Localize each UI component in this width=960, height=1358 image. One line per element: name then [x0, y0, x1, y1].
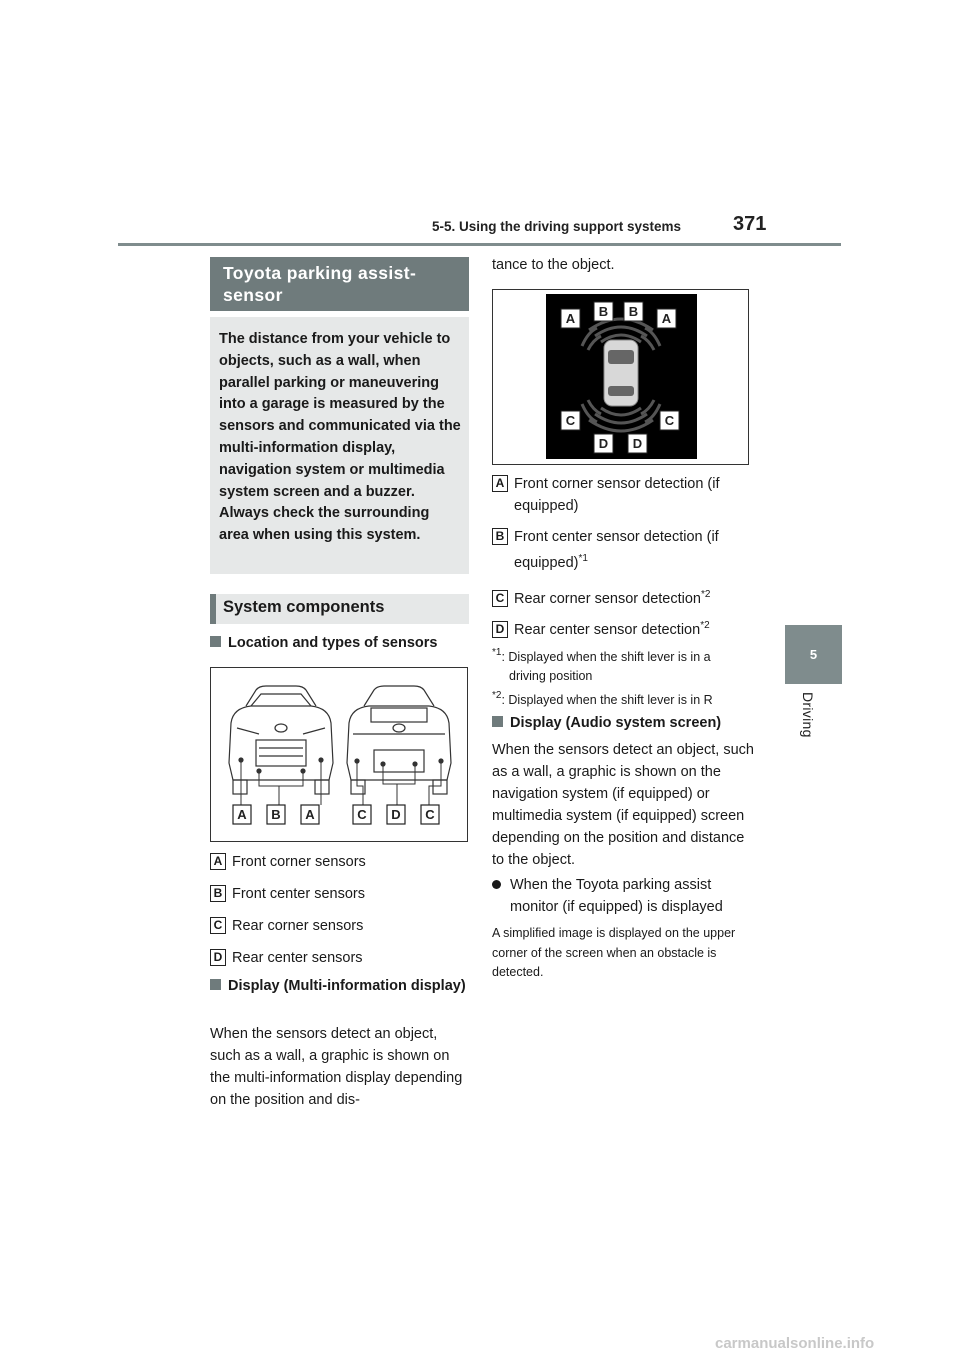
rear-vehicle-drawing: [347, 686, 451, 794]
legend-letter: D: [210, 949, 226, 966]
bullet-text: When the Toyota parking assist monitor (if equipped) is displayed: [510, 877, 723, 915]
fig2-label-a-left: A: [565, 311, 576, 326]
intro-text: The distance from your vehicle to objects, such as a wall, when parallel parking or maneuvering into a garage is measured by the sensors and communicated via the multi-information display, navigation system or multimedia system screen and a buzzer. Always check the surrounding area when using this system.: [219, 331, 461, 544]
legend-text: Rear center sensors: [232, 950, 363, 966]
legend-text: Rear corner sensor detection: [514, 591, 701, 607]
multi-info-heading: [210, 975, 468, 997]
footnote-mark: *2: [701, 589, 711, 600]
legend-text: Front corner sensor detection (if: [514, 476, 720, 492]
fig2-label-c-left: C: [565, 413, 576, 428]
legend-item-a: [210, 852, 366, 872]
figure1-label-boxes: [233, 805, 439, 824]
detection-legend-b: [492, 526, 719, 574]
monitor-bullet: [492, 874, 754, 918]
fig1-label-d: D: [391, 807, 401, 822]
fig1-label-a-right: A: [305, 807, 315, 822]
legend-letter: B: [492, 528, 508, 545]
chapter-label: Driving: [800, 692, 816, 738]
intro-box: [210, 317, 469, 574]
bullet-note: A simplified image is displayed on the upper corner of the screen when an obstacle is detected.: [492, 926, 736, 979]
legend-item-b: [210, 884, 365, 904]
legend-text-cont: equipped): [514, 498, 579, 514]
footnote-mark: *1: [578, 553, 588, 564]
bullet-dot-icon: [492, 880, 501, 889]
section-title: [210, 257, 469, 311]
legend-item-c: [210, 916, 363, 936]
legend-letter: D: [492, 621, 508, 638]
legend-letter: A: [210, 853, 226, 870]
location-heading-text: Location and types of sensors: [228, 635, 438, 651]
fig2-label-d-left: D: [598, 436, 609, 451]
legend-text: Rear center sensor detection: [514, 622, 701, 638]
fig1-label-c-right: C: [425, 807, 435, 822]
audio-heading: [492, 712, 721, 734]
legend-letter: B: [210, 885, 226, 902]
fig2-label-a-right: A: [661, 311, 672, 326]
footnote-2: [492, 686, 752, 710]
fig2-label-b-left: B: [598, 304, 609, 319]
detection-legend-a: [492, 473, 720, 517]
header-rule: [118, 243, 841, 246]
components-heading: [210, 594, 469, 624]
fig1-label-c-left: C: [357, 807, 367, 822]
fig2-label-d-right: D: [632, 436, 643, 451]
legend-letter: C: [492, 590, 508, 607]
multi-info-text: When the sensors detect an object, such as a wall, a graphic is shown on the multi-information display depending on the position and dis-: [210, 1026, 463, 1108]
front-leader-lines: [241, 760, 321, 805]
audio-heading-text: Display (Audio system screen): [510, 715, 722, 731]
section-title-text: Toyota parking assist-sensor: [223, 263, 417, 305]
front-vehicle-drawing: [229, 686, 333, 794]
legend-item-d: [210, 948, 363, 968]
footnote-mark: *1: [492, 647, 502, 658]
continuation-text: tance to the object.: [492, 257, 615, 273]
display-figure: [492, 289, 749, 465]
legend-text: Front center sensors: [232, 886, 365, 902]
components-heading-text: System components: [223, 598, 385, 616]
legend-text: Front corner sensors: [232, 854, 366, 870]
section-header: 5-5. Using the driving support systems: [432, 219, 682, 234]
watermark: carmanualsonline.info: [715, 1335, 875, 1352]
square-bullet-icon: [210, 979, 221, 990]
multi-info-display-illustration: [493, 290, 748, 464]
fig1-label-a-left: A: [237, 807, 247, 822]
square-bullet-icon: [492, 716, 503, 727]
square-bullet-icon: [210, 636, 221, 647]
location-heading: [210, 632, 438, 654]
footnote-mark: *2: [492, 690, 502, 701]
detection-legend-d: [492, 615, 710, 641]
audio-text: When the sensors detect an object, such as a wall, a graphic is shown on the navigation system (if equipped) or multimedia system (if equipped) screen depending on the position and distance to the object.: [492, 742, 754, 868]
footnote-1: [492, 643, 752, 686]
footnote-text: : Displayed when the shift lever is in a: [501, 650, 711, 664]
legend-text: Front center sensor detection (if: [514, 529, 719, 545]
sensor-location-figure: [210, 667, 468, 842]
vehicle-illustration: [211, 668, 467, 841]
footnote-text: : Displayed when the shift lever is in R: [501, 693, 713, 707]
legend-text: Rear corner sensors: [232, 918, 364, 934]
fig2-label-b-right: B: [628, 304, 639, 319]
legend-letter: C: [210, 917, 226, 934]
footnote-text-cont: driving position: [509, 669, 593, 683]
chapter-tab[interactable]: [785, 625, 842, 684]
legend-letter: A: [492, 475, 508, 492]
fig1-label-b: B: [271, 807, 281, 822]
legend-text-cont: equipped): [514, 555, 579, 571]
detection-legend-c: [492, 584, 710, 610]
chapter-number: 5: [809, 647, 818, 662]
footnote-mark: *2: [700, 620, 710, 631]
rear-leader-lines: [357, 761, 441, 805]
page-number: 371: [733, 213, 767, 235]
vehicle-top-view: [604, 340, 638, 406]
fig2-label-c-right: C: [664, 413, 675, 428]
multi-info-heading-text: Display (Multi-information display): [228, 978, 466, 994]
